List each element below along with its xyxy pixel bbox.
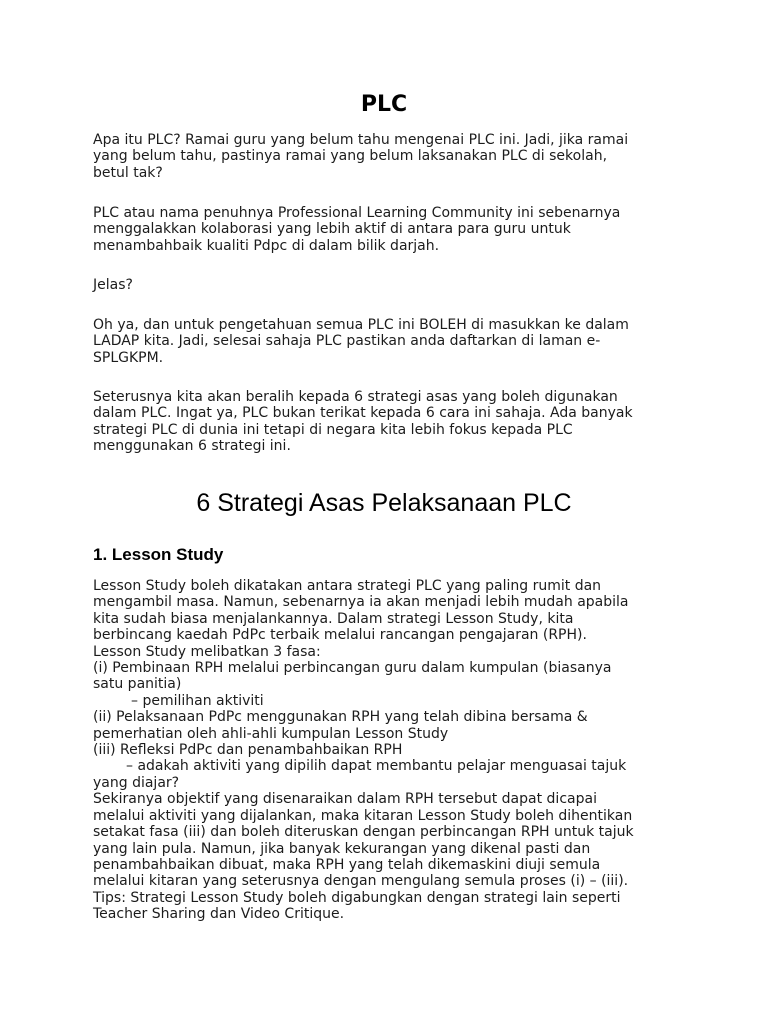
- lesson-study-line: pemerhatian oleh ahli-ahli kumpulan Lesson Study: [93, 725, 449, 742]
- lesson-study-line: Lesson Study boleh dikatakan antara strategi PLC yang paling rumit dan: [93, 578, 602, 594]
- lesson-study-line: Tips: Strategi Lesson Study boleh digabungkan dengan strategi lain seperti: [93, 889, 621, 906]
- paragraph-intro: Apa itu PLC? Ramai guru yang belum tahu mengenai PLC ini. Jadi, jika ramai yang belum tahu, pastinya ramai yang belum laksanakan PLC di sekolah, betul tak?: [93, 132, 629, 181]
- lesson-study-line: (ii) Pelaksanaan PdPc menggunakan RPH yang telah dibina bersama &: [93, 709, 588, 726]
- lesson-study-line: Lesson Study melibatkan 3 fasa:: [93, 643, 321, 660]
- section-heading: 6 Strategi Asas Pelaksanaan PLC: [196, 489, 572, 517]
- lesson-study-line: – adakah aktiviti yang dipilih dapat membantu pelajar menguasai tajuk: [126, 758, 627, 775]
- lesson-study-line: setakat fasa (iii) dan boleh diteruskan dengan perbincangan RPH untuk tajuk: [93, 824, 634, 841]
- lesson-study-line: yang lain pula. Namun, jika banyak kekurangan yang dikenal pasti dan: [93, 840, 591, 857]
- lesson-study-line: yang diajar?: [93, 774, 180, 791]
- lesson-study-line: Sekiranya objektif yang disenaraikan dalam RPH tersebut dapat dicapai: [93, 791, 597, 808]
- lesson-study-line: satu panitia): [93, 676, 182, 693]
- lesson-study-line: Teacher Sharing dan Video Critique.: [93, 906, 345, 923]
- lesson-study-line: – pemilihan aktiviti: [131, 692, 264, 709]
- lesson-study-line: (iii) Refleksi PdPc dan penambahbaikan RPH: [93, 742, 403, 759]
- lesson-study-line: melalui aktiviti yang dijalankan, maka kitaran Lesson Study boleh dihentikan: [93, 807, 633, 824]
- paragraph-ladap: Oh ya, dan untuk pengetahuan semua PLC ini BOLEH di masukkan ke dalam LADAP kita. Jadi, selesai sahaja PLC pastikan anda daftarkan di laman e- SPLGKPM.: [93, 317, 629, 366]
- lesson-study-line: berbincang kaedah PdPc terbaik melalui rancangan pengajaran (RPH).: [93, 627, 587, 644]
- paragraph-strategies-intro: Seterusnya kita akan beralih kepada 6 strategi asas yang boleh digunakan dalam PLC. Ingat ya, PLC bukan terikat kepada 6 cara ini sahaja. Ada banyak strategi PLC di dunia ini tetapi di negara kita lebih fokus kepada PLC menggunakan 6 strategi ini.: [93, 389, 633, 455]
- page-title: PLC: [360, 92, 408, 117]
- lesson-study-heading: 1. Lesson Study: [93, 545, 224, 564]
- lesson-study-body: [93, 578, 683, 923]
- paragraph-jelas: Jelas?: [93, 277, 133, 293]
- lesson-study-line: (i) Pembinaan RPH melalui perbincangan guru dalam kumpulan (biasanya: [93, 660, 612, 677]
- lesson-study-line: mengambil masa. Namun, sebenarnya ia akan menjadi lebih mudah apabila: [93, 594, 629, 611]
- lesson-study-line: penambahbaikan dibuat, maka RPH yang telah dikemaskini diuji semula: [93, 856, 601, 873]
- lesson-study-line: kita sudah biasa menjalankannya. Dalam strategi Lesson Study, kita: [93, 610, 574, 627]
- paragraph-definition: PLC atau nama penuhnya Professional Learning Community ini sebenarnya menggalakkan kolaborasi yang lebih aktif di antara para guru untuk menambahbaik kualiti Pdpc di dalam bilik darjah.: [93, 205, 621, 254]
- lesson-study-line: melalui kitaran yang seterusnya dengan mengulang semula proses (i) – (iii).: [93, 873, 629, 890]
